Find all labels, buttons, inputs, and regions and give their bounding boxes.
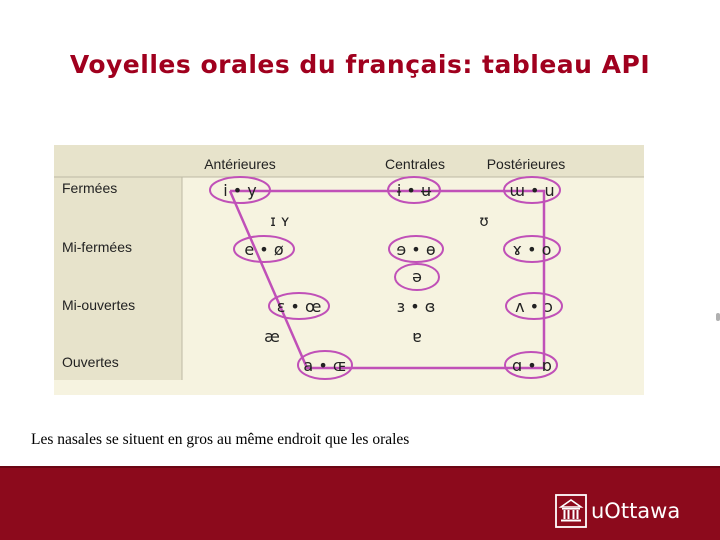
row-label-ouvertes: Ouvertes (62, 354, 119, 370)
column-header-posterieures: Postérieures (486, 156, 566, 172)
logo-text: uOttawa (591, 499, 681, 523)
caption-text: Les nasales se situent en gros au même endroit que les orales (31, 431, 410, 448)
vowel-ae: æ (264, 327, 280, 346)
page-title: Voyelles orales du français: tableau API (69, 50, 651, 79)
row-label-mi-ouvertes: Mi-ouvertes (62, 297, 136, 313)
uottawa-logo (555, 493, 680, 529)
vowel-chart-svg (54, 145, 644, 395)
vowel-near-back: ʊ (479, 212, 489, 230)
vowel-central-close: ɨ • ʉ (396, 181, 432, 200)
footer-divider (0, 466, 720, 468)
vowel-eps-oe: ɛ • œ (276, 297, 322, 316)
edge-mark (716, 313, 720, 321)
row-label-fermees: Fermées (62, 180, 118, 196)
vowel-near-open: ɐ (412, 327, 422, 346)
vowel-back-open: ɑ • ɒ (512, 356, 552, 375)
vowel-near-front: ɪ ʏ (270, 212, 290, 230)
row-label-column (54, 177, 182, 380)
vowel-mid-central: ɘ • ɵ (396, 240, 436, 259)
vowel-chart (54, 145, 644, 395)
vowel-i-y: i • y (223, 181, 257, 200)
vowel-open-mid-central: ɜ • ɞ (396, 297, 436, 316)
column-header-centrales: Centrales (385, 156, 445, 172)
vowel-schwa: ə (412, 267, 422, 286)
vowel-back-mid: ɤ • o (512, 240, 552, 259)
vowel-u-back: ɯ • u (509, 181, 555, 200)
vowel-back-open-mid: ʌ • ɔ (515, 297, 553, 316)
vowel-a-oe: a • ɶ (303, 356, 347, 375)
vowel-e-o: e • ø (244, 240, 284, 259)
column-header-anterieures: Antérieures (204, 156, 276, 172)
row-label-mi-fermees: Mi-fermées (62, 239, 133, 255)
building-icon (555, 494, 587, 528)
